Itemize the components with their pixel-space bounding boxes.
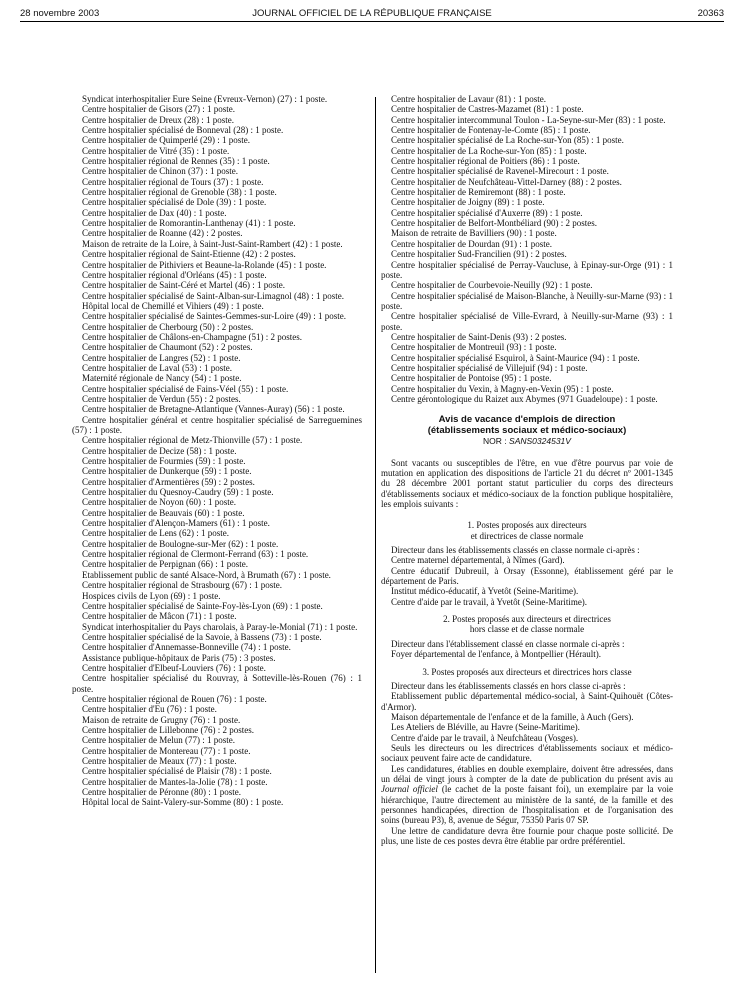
vacancy-entry: Centre hospitalier de Dourdan (91) : 1 poste. [391,238,552,249]
section1-item: Institut médico-éducatif, à Yvetôt (Seine-Maritime). [391,586,579,597]
vacancy-entry: Centre hospitalier de Fourmies (59) : 1 poste. [82,456,246,467]
journal-title: JOURNAL OFFICIEL DE LA RÉPUBLIQUE FRANÇAISE [252,8,492,19]
vacancy-entry: Centre hospitalier de Dreux (28) : 1 poste. [82,114,234,125]
vacancy-entry: Syndicat interhospitalier du Pays charolais, à Paray-le-Monial (71) : 1 poste. [82,621,358,632]
section3-item: Seuls les directeurs ou les directrices d'établissements sociaux et médico-sociaux peuvent faire acte de candidature. [381,742,673,764]
vacancy-entry: Centre hospitalier de Châlons-en-Champagne (51) : 2 postes. [82,331,302,342]
vacancy-entry: Centre hospitalier de Remiremont (88) : 1 poste. [391,187,566,198]
vacancy-entry: Centre hospitalier régional de Saint-Etienne (42) : 2 postes. [82,249,296,260]
vacancy-entry: Centre gérontologique du Raizet aux Abymes (971 Guadeloupe) : 1 poste. [391,393,658,404]
vacancy-entry: Centre hospitalier de Belfort-Montbéliard (90) : 2 postes. [391,218,597,229]
vacancy-entry: Centre hospitalier spécialisé de Fains-Véel (55) : 1 poste. [82,383,289,394]
page-number: 20363 [697,8,724,19]
section2-heading-line1: 2. Postes proposés aux directeurs et directrices [443,614,611,625]
page-header [20,8,724,22]
vacancy-entry: Centre hospitalier Sud-Francilien (91) : 2 postes. [391,249,567,260]
vacancy-entry: Centre hospitalier régional de Rouen (76) : 1 poste. [82,693,267,704]
section3-item: Directeur dans les établissements classés en hors classe ci-après : [391,680,626,691]
vacancy-entry: Centre hospitalier de Saint-Denis (93) : 2 postes. [391,331,567,342]
vacancy-entry: Centre hospitalier de Chaumont (52) : 2 postes. [82,342,253,353]
vacancy-entry: Assistance publique-hôpitaux de Paris (75) : 3 postes. [82,652,276,663]
vacancy-entry: Centre hospitalier régional de Rennes (35) : 1 poste. [82,156,270,167]
vacancy-entry: Centre hospitalier spécialisé de Villejuif (94) : 1 poste. [391,362,588,373]
vacancy-entry: Centre hospitalier spécialisé d'Auxerre (89) : 1 poste. [391,207,583,218]
notice-intro: Sont vacants ou susceptibles de l'être, en vue d'être pourvus par voie de mutation en application des dispositions de l'article 21 du décret nº 2001-1345 du 28 décembre 2001 portant statut particulier du corps des directeurs d'établissements sociaux et médico-sociaux de la fonction publique hospitalière, les emplois suivants : [381,457,673,510]
vacancy-entry: Centre hospitalier de Montreuil (93) : 1 poste. [391,342,557,353]
section1-item: Directeur dans les établissements classés en classe normale ci-après : [391,545,640,556]
vacancy-entry: Centre hospitalier de Dax (40) : 1 poste. [82,207,227,218]
vacancy-entry: Centre hospitalier de Boulogne-sur-Mer (62) : 1 poste. [82,538,279,549]
vacancy-entry: Hôpital local de Chemillé et Vihiers (49) : 1 poste. [82,300,264,311]
vacancy-entry: Centre hospitalier régional de Clermont-Ferrand (63) : 1 poste. [82,549,309,560]
left-column [72,94,362,808]
vacancy-entry: Centre hospitalier de Fontenay-le-Comte (85) : 1 poste. [391,125,591,136]
vacancy-entry: Centre hospitalier régional de Poitiers (86) : 1 poste. [391,156,580,167]
vacancy-entry: Centre hospitalier spécialisé de Ville-Evrard, à Neuilly-sur-Marne (93) : 1 poste. [381,311,673,332]
vacancy-entry: Centre hospitalier intercommunal Toulon - La-Seyne-sur-Mer (83) : 1 poste. [391,114,666,125]
vacancy-entry: Centre hospitalier régional d'Orléans (45) : 1 poste. [82,269,267,280]
vacancy-entry: Centre hospitalier de Vitré (35) : 1 poste. [82,145,230,156]
section3-list [381,681,673,764]
vacancy-entry: Maison de retraite de Grugny (76) : 1 poste. [82,714,241,725]
right-column [381,94,673,846]
section2-heading-line2: hors classe et de classe normale [469,624,585,635]
vacancy-entry: Centre hospitalier de Lillebonne (76) : 2 postes. [82,724,254,735]
section3-item: Etablissement public départemental médico-social, à Saint-Quihouët (Côtes-d'Armor). [381,691,673,712]
vacancy-entry: Centre hospitalier de Melun (77) : 1 poste. [82,735,235,746]
section3-heading: 3. Postes proposés aux directeurs et directrices hors classe [422,666,632,677]
vacancy-entry: Centre hospitalier de Gisors (27) : 1 poste. [82,104,235,115]
section1-item: Centre maternel départemental, à Nîmes (Gard). [391,555,565,566]
column-divider [375,97,376,973]
vacancy-entry: Centre hospitalier de Noyon (60) : 1 poste. [82,497,236,508]
vacancy-entry: Centre hospitalier spécialisé de Ravenel-Mirecourt : 1 poste. [391,166,609,177]
vacancy-entry: Centre hospitalier de Decize (58) : 1 poste. [82,445,237,456]
vacancy-entry: Centre hospitalier de Bretagne-Atlantique (Vannes-Auray) (56) : 1 poste. [82,404,345,415]
vacancy-entry: Centre hospitalier régional de Grenoble (38) : 1 poste. [82,187,277,198]
section1-item: Centre d'aide par le travail, à Yvetôt (Seine-Maritime). [391,596,588,607]
nor-reference [381,436,673,446]
vacancy-entry: Centre hospitalier de Cherbourg (50) : 2 postes. [82,321,254,332]
vacancy-entry: Centre hospitalier de Perpignan (66) : 1 poste. [82,559,248,570]
vacancy-entry: Maison de retraite de Bavilliers (90) : 1 poste. [391,228,557,239]
vacancy-entry: Centre hospitalier d'Elbeuf-Louviers (76) : 1 poste. [82,662,266,673]
vacancy-entry: Centre hospitalier spécialisé de Dole (39) : 1 poste. [82,197,267,208]
vacancy-entry: Centre hospitalier de Quimperlé (29) : 1 poste. [82,135,250,146]
vacancy-entry: Centre hospitalier spécialisé de Bonneval (28) : 1 poste. [82,125,284,136]
section3-item: Centre d'aide par le travail, à Neufchâteau (Vosges). [391,732,579,743]
vacancy-entry: Centre hospitalier d'Eu (76) : 1 poste. [82,704,217,715]
vacancy-entry: Centre hospitalier spécialisé de Sainte-Foy-lès-Lyon (69) : 1 poste. [82,600,323,611]
section1-item: Centre éducatif Dubreuil, à Orsay (Essonne), établissement géré par le département de Paris. [381,565,673,587]
vacancy-entry: Centre hospitalier de Verdun (55) : 2 postes. [82,393,241,404]
section2-item: Directeur dans l'établissement classé en classe normale ci-après : [391,638,625,649]
notice-title-line2: (établissements sociaux et médico-sociaux) [427,424,627,436]
closing-paragraph: Une lettre de candidature devra être fournie pour chaque poste sollicité. De plus, une liste de ces postes devra être établie par ordre préférentiel. [381,825,673,846]
vacancy-entry: Centre hospitalier de Pithiviers et Beaune-la-Rolande (45) : 1 poste. [82,259,327,270]
vacancy-entry: Centre hospitalier de Langres (52) : 1 poste. [82,352,241,363]
vacancy-entry: Centre hospitalier de Roanne (42) : 2 postes. [82,228,243,239]
candidature-text-1: Les candidatures, établies en double exemplaire, doivent être adressées, dans un délai de vingt jours à compter de la date de publication du présent avis au [381,763,673,784]
vacancy-entry: Centre hospitalier de Courbevoie-Neuilly (92) : 1 poste. [391,280,593,291]
vacancy-entry: Centre hospitalier de Beauvais (60) : 1 poste. [82,507,245,518]
vacancy-entry: Centre hospitalier spécialisé de Perray-Vaucluse, à Epinay-sur-Orge (91) : 1 poste. [381,259,673,280]
vacancy-entry: Centre hospitalier de Castres-Mazamet (81) : 1 poste. [391,104,584,115]
vacancy-entry: Centre hospitalier de Meaux (77) : 1 poste. [82,756,237,766]
vacancy-entry: Hospices civils de Lyon (69) : 1 poste. [82,590,221,601]
vacancy-entry: Maternité régionale de Nancy (54) : 1 poste. [82,373,242,384]
vacancy-entry: Centre hospitalier d'Alençon-Mamers (61) : 1 poste. [82,518,270,529]
vacancy-entry: Centre hospitalier spécialisé du Rouvray, à Sotteville-lès-Rouen (76) : 1 poste. [72,673,362,694]
vacancy-entry: Centre hospitalier du Quesnoy-Caudry (59) : 1 poste. [82,487,274,498]
vacancy-entry: Centre hospitalier de Mâcon (71) : 1 poste. [82,611,237,622]
vacancy-entry: Centre hospitalier de Mantes-la-Jolie (78) : 1 poste. [82,776,268,787]
vacancy-entry: Centre hospitalier de Chinon (37) : 1 poste. [82,166,238,177]
vacancy-entry: Centre hospitalier spécialisé Esquirol, à Saint-Maurice (94) : 1 poste. [391,352,640,363]
vacancy-entry: Etablissement public de santé Alsace-Nord, à Brumath (67) : 1 poste. [82,569,331,580]
nor-label: NOR : [483,436,507,447]
section1-list [381,545,673,607]
journal-officiel-italic: Journal officiel [381,784,438,795]
vacancy-entry: Centre hospitalier de Romorantin-Lanthenay (41) : 1 poste. [82,218,296,229]
vacancy-entry: Centre hospitalier spécialisé de La Roche-sur-Yon (85) : 1 poste. [391,135,624,146]
vacancy-entry: Centre hospitalier spécialisé de Plaisir (78) : 1 poste. [82,766,272,777]
vacancy-entry: Centre hospitalier de Dunkerque (59) : 1 poste. [82,466,252,477]
vacancy-entry: Centre hospitalier d'Annemasse-Bonneville (74) : 1 poste. [82,642,291,653]
notice-title-line1: Avis de vacance d'emplois de direction [438,414,616,426]
vacancy-entry: Centre hospitalier spécialisé de Saint-Alban-sur-Limagnol (48) : 1 poste. [82,290,345,301]
vacancy-entry: Centre hospitalier de Péronne (80) : 1 poste. [82,787,241,798]
section1-heading-line1: 1. Postes proposés aux directeurs [467,520,587,531]
section2-list [381,639,673,660]
vacancy-entry: Hôpital local de Saint-Valery-sur-Somme (80) : 1 poste. [82,797,284,808]
vacancy-entry: Centre hospitalier d'Armentières (59) : 2 postes. [82,476,255,487]
nor-value: SANS0324531V [509,436,571,447]
vacancy-entry: Centre hospitalier de Pontoise (95) : 1 poste. [391,373,552,384]
vacancy-entry: Centre hospitalier de Laval (53) : 1 poste. [82,362,232,373]
vacancy-entry: Centre hospitalier spécialisé de Maison-Blanche, à Neuilly-sur-Marne (93) : 1 poste. [381,290,673,311]
candidature-text-2: (le cachet de la poste faisant foi), un exemplaire par la voie hiérarchique, l'autre directement au ministère de la santé, de la famille et des personnes handicapées, direction de l'hospitalisation et de l'organisation des soins (bureau P3), 8, avenue de Ségur, 75350 Paris 07 SP. [381,784,673,826]
header-date: 28 novembre 2003 [20,8,100,19]
vacancy-entry: Maison de retraite de la Loire, à Saint-Just-Saint-Rambert (42) : 1 poste. [82,238,343,249]
notice-block [381,415,673,846]
vacancy-entry: Centre hospitalier de Lens (62) : 1 poste. [82,528,229,539]
vacancy-entry: Centre hospitalier de Saint-Céré et Martel (46) : 1 poste. [82,280,285,291]
vacancy-entry: Syndicat interhospitalier Eure Seine (Evreux-Vernon) (27) : 1 poste. [82,94,328,104]
vacancy-entry: Centre hospitalier du Vexin, à Magny-en-Vexin (95) : 1 poste. [391,383,614,394]
section2-item: Foyer départemental de l'enfance, à Montpellier (Hérault). [391,649,602,660]
vacancy-entry: Centre hospitalier de Neufchâteau-Vittel-Darney (88) : 2 postes. [391,176,622,187]
candidature-paragraph [381,764,673,826]
right-entry-list [381,94,673,404]
vacancy-entry: Centre hospitalier régional de Tours (37) : 1 poste. [82,176,264,187]
vacancy-entry: Centre hospitalier de Montereau (77) : 1 poste. [82,745,251,756]
header-rule [20,21,724,22]
vacancy-entry: Centre hospitalier régional de Strasbourg (67) : 1 poste. [82,580,283,591]
vacancy-entry: Centre hospitalier de Joigny (89) : 1 poste. [391,197,545,208]
vacancy-entry: Centre hospitalier spécialisé de Saintes-Gemmes-sur-Loire (49) : 1 poste. [82,311,346,322]
section3-item: Maison départementale de l'enfance et de la famille, à Auch (Gers). [391,711,634,722]
vacancy-entry: Centre hospitalier de La Roche-sur-Yon (85) : 1 poste. [391,145,587,156]
section1-heading-line2: et directrices de classe normale [470,530,584,541]
vacancy-entry: Centre hospitalier spécialisé de la Savoie, à Bassens (73) : 1 poste. [82,631,322,642]
vacancy-entry: Centre hospitalier général et centre hospitalier spécialisé de Sarreguemines (57) : 1 poste. [72,414,362,435]
vacancy-entry: Centre hospitalier de Lavaur (81) : 1 poste. [391,94,546,104]
section3-item: Les Ateliers de Bléville, au Havre (Seine-Maritime). [391,722,580,733]
vacancy-entry: Centre hospitalier régional de Metz-Thionville (57) : 1 poste. [82,435,303,446]
